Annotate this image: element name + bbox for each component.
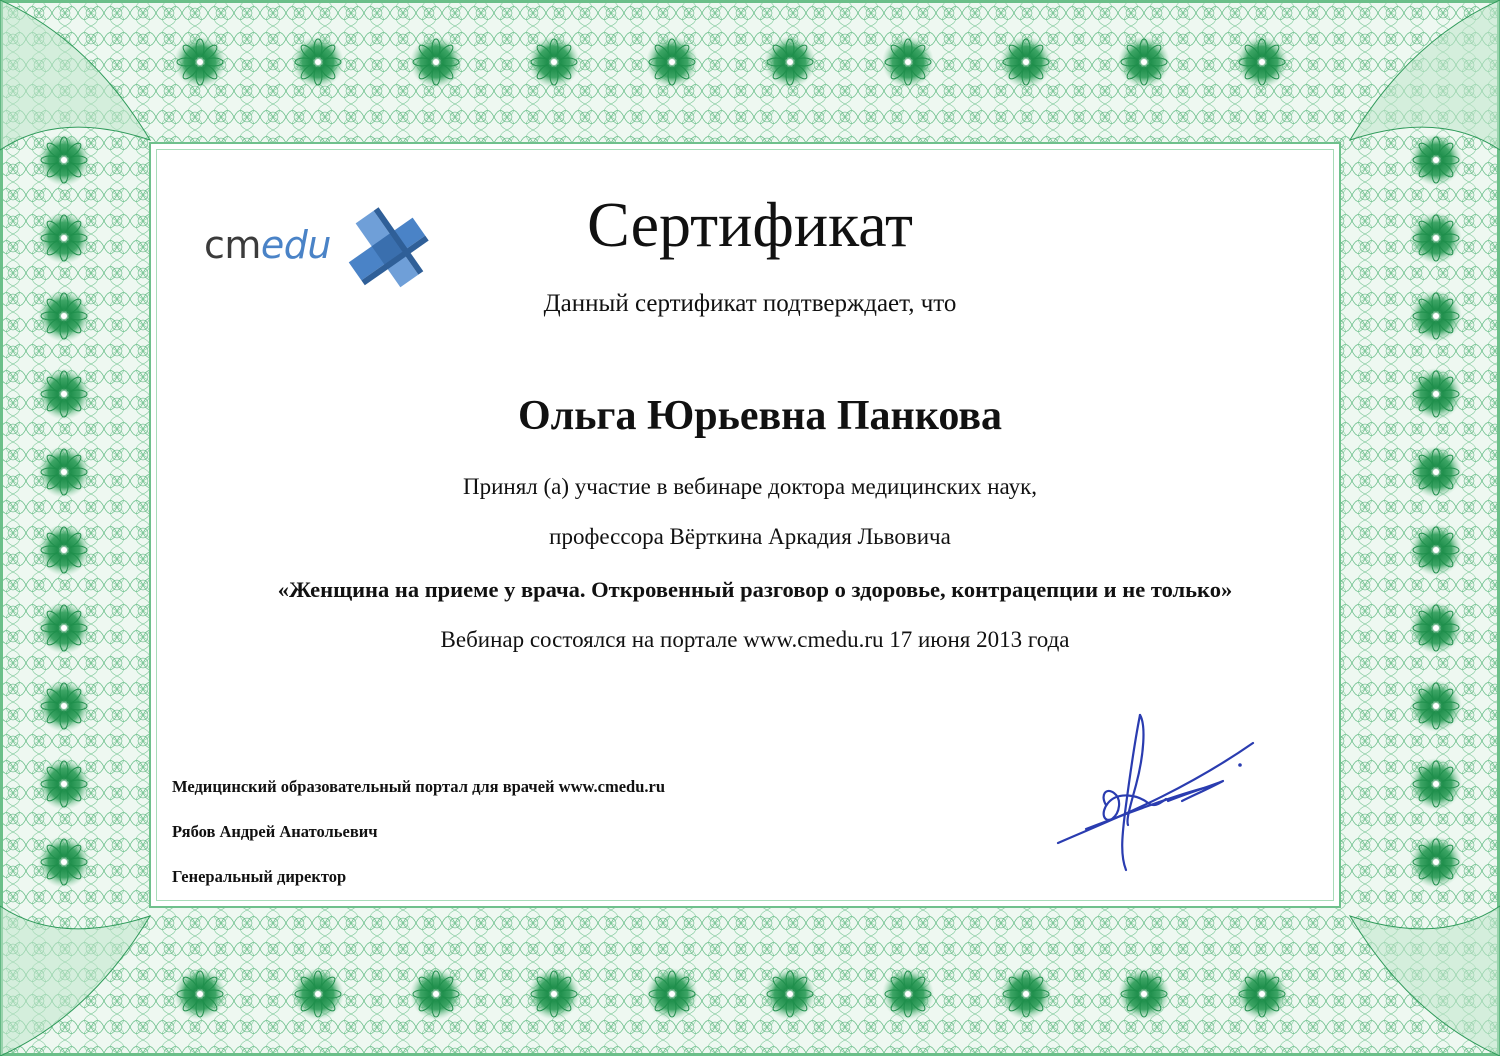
participation-text: Принял (а) участие в вебинаре доктора медицинских наук,	[462, 474, 1038, 499]
border-rosette	[174, 968, 226, 1020]
border-rosette	[764, 36, 816, 88]
certificate-subtitle: Данный сертификат подтверждает, что	[543, 290, 957, 317]
webinar-title: «Женщина на приеме у врача. Откровенный разговор о здоровье, контрацепции и не только»	[277, 577, 1233, 602]
border-rosette	[174, 36, 226, 88]
border-rosette	[1410, 680, 1462, 732]
border-rosette	[764, 968, 816, 1020]
border-rosette	[1000, 968, 1052, 1020]
signer-name: Рябов Андрей Анатольевич	[172, 822, 378, 841]
border-rosette	[1410, 758, 1462, 810]
signer-title: Генеральный директор	[172, 867, 347, 886]
logo-text-cm: cm	[204, 223, 261, 267]
border-rosette	[38, 758, 90, 810]
border-rosette	[410, 36, 462, 88]
border-rosette	[1000, 36, 1052, 88]
border-rosette	[1118, 36, 1170, 88]
certificate-title: Сертификат	[587, 189, 913, 260]
logo-text-edu: edu	[260, 223, 332, 267]
event-details: Вебинар состоялся на портале www.cmedu.ru 17 июня 2013 года	[440, 627, 1070, 652]
border-rosette	[1236, 968, 1288, 1020]
lecturer-text: профессора Вёрткина Аркадия Львовича	[549, 524, 951, 549]
border-rosette	[38, 680, 90, 732]
border-rosette	[410, 968, 462, 1020]
border-rosette	[1118, 968, 1170, 1020]
border-rosette	[646, 36, 698, 88]
recipient-name: Ольга Юрьевна Панкова	[517, 393, 1003, 439]
border-rosette	[38, 134, 90, 186]
border-rosette	[882, 36, 934, 88]
border-rosette	[882, 968, 934, 1020]
border-rosette	[1236, 36, 1288, 88]
border-rosette	[1410, 134, 1462, 186]
border-rosette	[1410, 836, 1462, 888]
border-rosette	[528, 968, 580, 1020]
border-rosette	[646, 968, 698, 1020]
handwritten-signature	[1008, 695, 1308, 890]
border-rosette	[292, 968, 344, 1020]
border-rosette	[38, 836, 90, 888]
border-rosette	[528, 36, 580, 88]
border-rosette	[292, 36, 344, 88]
issuer-portal: Медицинский образовательный портал для врачей www.cmedu.ru	[172, 777, 665, 796]
